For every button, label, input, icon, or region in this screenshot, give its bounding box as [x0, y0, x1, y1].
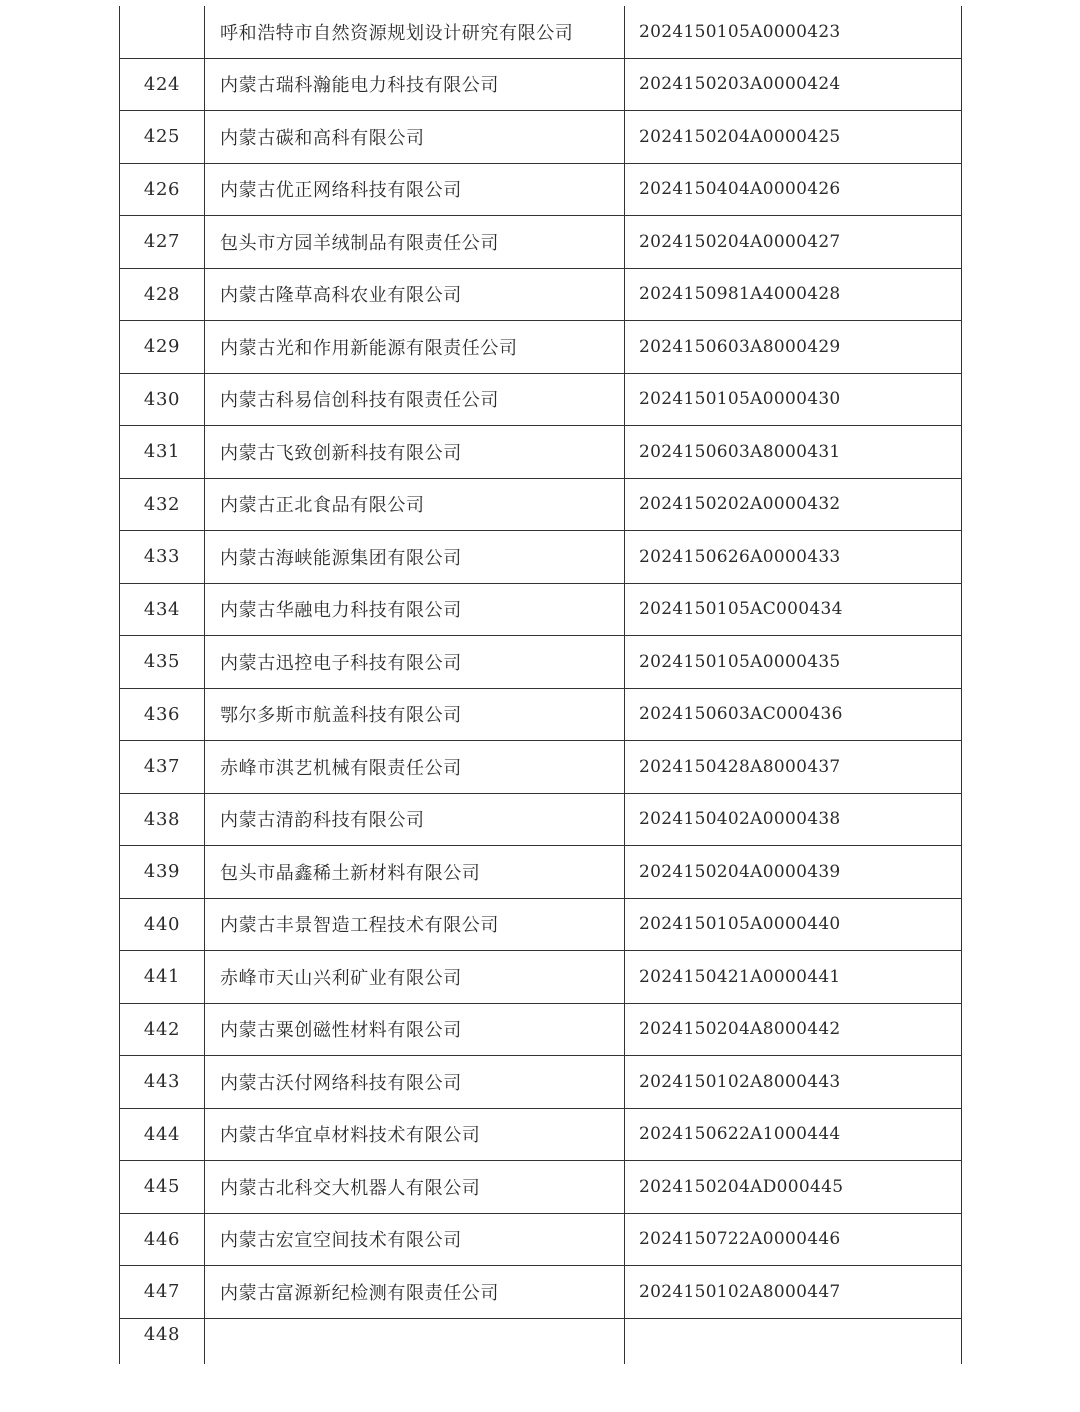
- company-name: 内蒙古瑞科瀚能电力科技有限公司: [205, 58, 625, 111]
- company-name: 呼和浩特市自然资源规划设计研究有限公司: [205, 6, 625, 58]
- registration-code: 2024150603A8000431: [625, 426, 962, 479]
- row-number: 424: [120, 58, 205, 111]
- row-number: 425: [120, 111, 205, 164]
- row-number: 426: [120, 163, 205, 216]
- row-number: 427: [120, 216, 205, 269]
- row-number: [120, 6, 205, 58]
- table-row: [120, 1213, 962, 1266]
- row-number: 441: [120, 951, 205, 1004]
- registration-code: 2024150204A0000439: [625, 846, 962, 899]
- row-number: 430: [120, 373, 205, 426]
- registration-code: [625, 1318, 962, 1364]
- table-row: [120, 1318, 962, 1364]
- table-row: [120, 216, 962, 269]
- registry-table-page: [119, 6, 961, 1364]
- company-name: 内蒙古优正网络科技有限公司: [205, 163, 625, 216]
- registration-code: 2024150722A0000446: [625, 1213, 962, 1266]
- table-row: [120, 321, 962, 374]
- row-number: 446: [120, 1213, 205, 1266]
- company-registry-table: [119, 6, 962, 1364]
- company-name: 内蒙古富源新纪检测有限责任公司: [205, 1266, 625, 1319]
- row-number: 431: [120, 426, 205, 479]
- registration-code: 2024150203A0000424: [625, 58, 962, 111]
- table-row: [120, 583, 962, 636]
- row-number: 437: [120, 741, 205, 794]
- table-row: [120, 793, 962, 846]
- row-number: 432: [120, 478, 205, 531]
- registration-code: 2024150105A0000435: [625, 636, 962, 689]
- registration-code: 2024150428A8000437: [625, 741, 962, 794]
- row-number: 445: [120, 1161, 205, 1214]
- company-name: 内蒙古清韵科技有限公司: [205, 793, 625, 846]
- registration-code: 2024150102A8000443: [625, 1056, 962, 1109]
- registration-code: 2024150105A0000423: [625, 6, 962, 58]
- registration-code: 2024150603A8000429: [625, 321, 962, 374]
- table-row: [120, 111, 962, 164]
- company-name: 内蒙古粟创磁性材料有限公司: [205, 1003, 625, 1056]
- row-number: 448: [120, 1318, 205, 1364]
- table-row: [120, 478, 962, 531]
- registration-code: 2024150105A0000430: [625, 373, 962, 426]
- company-name: 内蒙古正北食品有限公司: [205, 478, 625, 531]
- company-name: 赤峰市淇艺机械有限责任公司: [205, 741, 625, 794]
- registration-code: 2024150421A0000441: [625, 951, 962, 1004]
- table-body: [120, 6, 962, 1364]
- table-row: [120, 426, 962, 479]
- table-row: [120, 1108, 962, 1161]
- registration-code: 2024150105A0000440: [625, 898, 962, 951]
- table-row: [120, 163, 962, 216]
- registration-code: 2024150981A4000428: [625, 268, 962, 321]
- registration-code: 2024150204A0000425: [625, 111, 962, 164]
- row-number: 435: [120, 636, 205, 689]
- registration-code: 2024150622A1000444: [625, 1108, 962, 1161]
- company-name: 赤峰市天山兴利矿业有限公司: [205, 951, 625, 1004]
- table-row: [120, 58, 962, 111]
- table-row: [120, 898, 962, 951]
- row-number: 436: [120, 688, 205, 741]
- company-name: 包头市晶鑫稀土新材料有限公司: [205, 846, 625, 899]
- company-name: 内蒙古丰景智造工程技术有限公司: [205, 898, 625, 951]
- row-number: 439: [120, 846, 205, 899]
- company-name: 内蒙古华融电力科技有限公司: [205, 583, 625, 636]
- registration-code: 2024150603AC000436: [625, 688, 962, 741]
- registration-code: 2024150402A0000438: [625, 793, 962, 846]
- table-row: [120, 531, 962, 584]
- company-name: 内蒙古飞致创新科技有限公司: [205, 426, 625, 479]
- registration-code: 2024150204A8000442: [625, 1003, 962, 1056]
- table-row: [120, 741, 962, 794]
- row-number: 440: [120, 898, 205, 951]
- registration-code: 2024150404A0000426: [625, 163, 962, 216]
- table-row: [120, 6, 962, 58]
- company-name: 内蒙古华宜卓材料技术有限公司: [205, 1108, 625, 1161]
- table-row: [120, 1003, 962, 1056]
- table-row: [120, 268, 962, 321]
- company-name: 内蒙古宏宣空间技术有限公司: [205, 1213, 625, 1266]
- registration-code: 2024150202A0000432: [625, 478, 962, 531]
- row-number: 434: [120, 583, 205, 636]
- company-name: 内蒙古北科交大机器人有限公司: [205, 1161, 625, 1214]
- company-name: 内蒙古海峡能源集团有限公司: [205, 531, 625, 584]
- row-number: 438: [120, 793, 205, 846]
- table-row: [120, 373, 962, 426]
- table-row: [120, 951, 962, 1004]
- company-name: 内蒙古迅控电子科技有限公司: [205, 636, 625, 689]
- company-name: 内蒙古隆草高科农业有限公司: [205, 268, 625, 321]
- registration-code: 2024150105AC000434: [625, 583, 962, 636]
- company-name: 内蒙古科易信创科技有限责任公司: [205, 373, 625, 426]
- company-name: 内蒙古光和作用新能源有限责任公司: [205, 321, 625, 374]
- row-number: 442: [120, 1003, 205, 1056]
- row-number: 428: [120, 268, 205, 321]
- registration-code: 2024150204A0000427: [625, 216, 962, 269]
- table-row: [120, 636, 962, 689]
- company-name: 内蒙古沃付网络科技有限公司: [205, 1056, 625, 1109]
- table-row: [120, 1056, 962, 1109]
- registration-code: 2024150102A8000447: [625, 1266, 962, 1319]
- row-number: 429: [120, 321, 205, 374]
- row-number: 443: [120, 1056, 205, 1109]
- table-row: [120, 1161, 962, 1214]
- row-number: 444: [120, 1108, 205, 1161]
- table-row: [120, 1266, 962, 1319]
- row-number: 433: [120, 531, 205, 584]
- company-name: 包头市方园羊绒制品有限责任公司: [205, 216, 625, 269]
- table-row: [120, 846, 962, 899]
- table-row: [120, 688, 962, 741]
- company-name: [205, 1318, 625, 1364]
- company-name: 鄂尔多斯市航盖科技有限公司: [205, 688, 625, 741]
- registration-code: 2024150626A0000433: [625, 531, 962, 584]
- registration-code: 2024150204AD000445: [625, 1161, 962, 1214]
- company-name: 内蒙古碳和高科有限公司: [205, 111, 625, 164]
- row-number: 447: [120, 1266, 205, 1319]
